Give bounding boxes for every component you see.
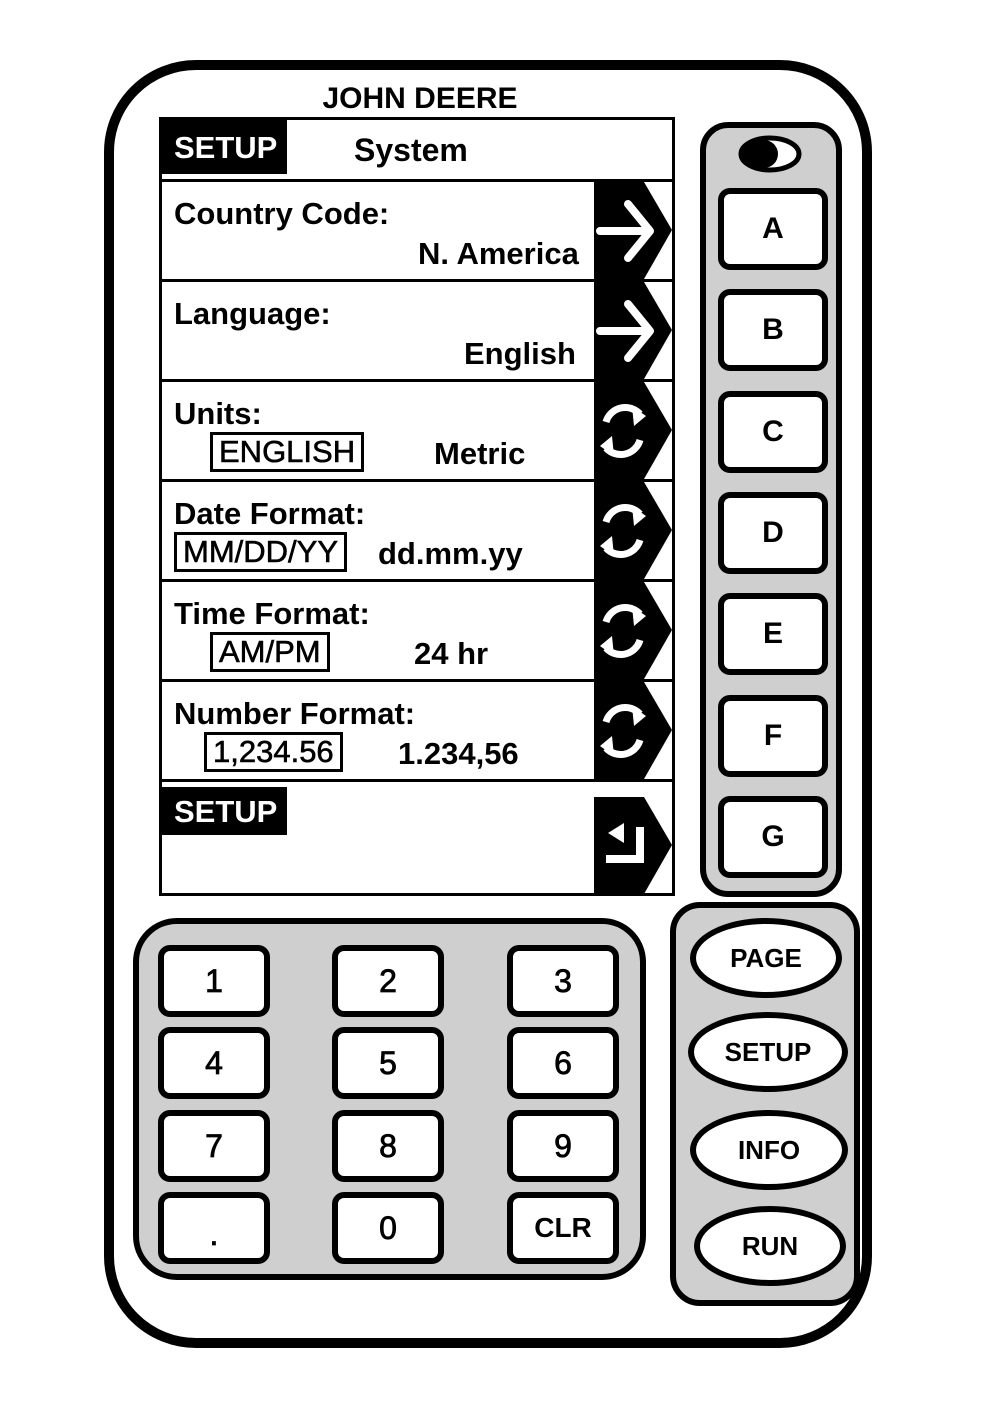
row-label: Date Format: bbox=[174, 496, 366, 531]
key-7[interactable]: 7 bbox=[158, 1110, 270, 1182]
row-label: Units: bbox=[174, 396, 262, 431]
display-screen bbox=[159, 117, 675, 896]
softkey-b-button[interactable]: B bbox=[718, 289, 828, 371]
date-format-toggle-button[interactable] bbox=[594, 482, 672, 579]
row-date-format bbox=[162, 482, 672, 582]
row-time-format bbox=[162, 582, 672, 682]
screen-header bbox=[162, 120, 672, 182]
key-2[interactable]: 2 bbox=[332, 945, 444, 1017]
softkey-d-button[interactable]: D bbox=[718, 492, 828, 574]
key-clear[interactable]: CLR bbox=[507, 1192, 619, 1264]
alternate-option: dd.mm.yy bbox=[378, 536, 523, 571]
row-units bbox=[162, 382, 672, 482]
country-code-arrow-button[interactable] bbox=[594, 182, 672, 279]
selected-option: 1,234.56 bbox=[204, 732, 343, 772]
softkey-e-button[interactable]: E bbox=[718, 593, 828, 675]
number-format-toggle-button[interactable] bbox=[594, 682, 672, 779]
alternate-option: Metric bbox=[434, 436, 526, 471]
screen-footer bbox=[162, 785, 672, 893]
softkey-g-button[interactable]: G bbox=[718, 796, 828, 878]
softkey-f-button[interactable]: F bbox=[718, 695, 828, 777]
key-3[interactable]: 3 bbox=[507, 945, 619, 1017]
key-4[interactable]: 4 bbox=[158, 1027, 270, 1099]
toggle-cycle-icon bbox=[594, 682, 672, 779]
language-arrow-button[interactable] bbox=[594, 282, 672, 379]
alternate-option: 1.234,56 bbox=[398, 736, 519, 771]
info-button[interactable]: INFO bbox=[690, 1110, 848, 1190]
arrow-right-icon bbox=[594, 182, 672, 279]
page-button[interactable]: PAGE bbox=[690, 918, 842, 998]
return-arrow-icon bbox=[594, 797, 672, 894]
key-9[interactable]: 9 bbox=[507, 1110, 619, 1182]
key-decimal[interactable]: . bbox=[158, 1192, 270, 1264]
row-country-code bbox=[162, 182, 672, 282]
units-toggle-button[interactable] bbox=[594, 382, 672, 479]
brightness-icon[interactable] bbox=[738, 134, 802, 174]
row-language bbox=[162, 282, 672, 382]
row-label: Time Format: bbox=[174, 596, 370, 631]
return-button[interactable] bbox=[594, 797, 672, 894]
toggle-cycle-icon bbox=[594, 482, 672, 579]
key-1[interactable]: 1 bbox=[158, 945, 270, 1017]
brand-logo-text: JOHN DEERE bbox=[322, 82, 518, 115]
key-5[interactable]: 5 bbox=[332, 1027, 444, 1099]
softkey-a-button[interactable]: A bbox=[718, 188, 828, 270]
key-0[interactable]: 0 bbox=[332, 1192, 444, 1264]
header-tag: SETUP bbox=[162, 120, 287, 174]
selected-option: AM/PM bbox=[210, 632, 330, 672]
key-8[interactable]: 8 bbox=[332, 1110, 444, 1182]
row-label: Number Format: bbox=[174, 696, 416, 731]
toggle-cycle-icon bbox=[594, 382, 672, 479]
arrow-right-icon bbox=[594, 282, 672, 379]
run-button[interactable]: RUN bbox=[694, 1206, 846, 1286]
row-number-format bbox=[162, 682, 672, 782]
toggle-cycle-icon bbox=[594, 582, 672, 679]
softkey-c-button[interactable]: C bbox=[718, 391, 828, 473]
selected-option: MM/DD/YY bbox=[174, 532, 347, 572]
setup-button[interactable]: SETUP bbox=[688, 1012, 848, 1092]
selected-option: ENGLISH bbox=[210, 432, 364, 472]
key-6[interactable]: 6 bbox=[507, 1027, 619, 1099]
alternate-option: 24 hr bbox=[414, 636, 489, 671]
row-value: English bbox=[464, 336, 576, 371]
row-label: Language: bbox=[174, 296, 331, 331]
row-value: N. America bbox=[418, 236, 579, 271]
footer-tag: SETUP bbox=[162, 787, 287, 835]
header-title: System bbox=[354, 132, 468, 168]
time-format-toggle-button[interactable] bbox=[594, 582, 672, 679]
row-label: Country Code: bbox=[174, 196, 390, 231]
